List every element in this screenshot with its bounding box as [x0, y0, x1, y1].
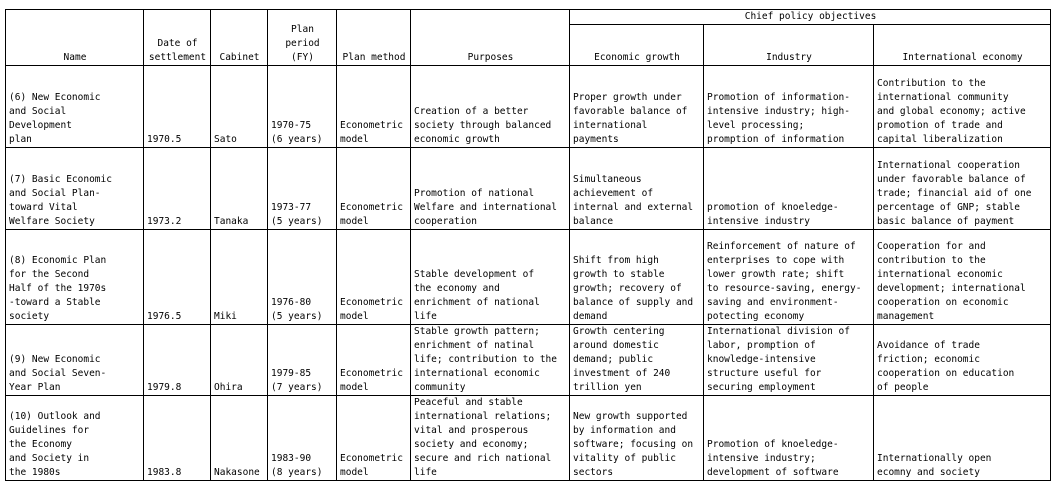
header-purposes: Purposes — [411, 10, 570, 66]
cell-method: Econometric model — [337, 66, 411, 148]
cell-industry: Reinforcement of nature of enterprises to cope with lower growth rate; shift to resource-saving, energy- saving and environment- potecting economy — [704, 230, 874, 325]
cell-date: 1983.8 — [144, 396, 211, 481]
economic-plans-table — [5, 9, 1051, 481]
cell-method: Econometric model — [337, 396, 411, 481]
cell-cabinet: Sato — [211, 66, 268, 148]
table-row — [6, 396, 1051, 481]
cell-name: (6) New Economic and Social Development plan — [6, 66, 144, 148]
cell-international-economy: Contribution to the international community and global economy; active promotion of trade and capital liberalization — [874, 66, 1051, 148]
cell-method: Econometric model — [337, 230, 411, 325]
header-date-of-settlement: Date of settlement — [144, 10, 211, 66]
cell-method: Econometric model — [337, 148, 411, 230]
cell-purposes: Peaceful and stable international relations; vital and prosperous society and economy; secure and rich national life — [411, 396, 570, 481]
cell-cabinet: Miki — [211, 230, 268, 325]
cell-period: 1976-80 (5 years) — [268, 230, 337, 325]
table-row — [6, 325, 1051, 396]
cell-name: (8) Economic Plan for the Second Half of the 1970s -toward a Stable society — [6, 230, 144, 325]
cell-purposes: Stable growth pattern; enrichment of natinal life; contribution to the international economic community — [411, 325, 570, 396]
cell-cabinet: Nakasone — [211, 396, 268, 481]
cell-industry: Promotion of information- intensive industry; high- level processing; promption of information — [704, 66, 874, 148]
header-plan-period: Plan period (FY) — [268, 10, 337, 66]
cell-economic-growth: Shift from high growth to stable growth; recovery of balance of supply and demand — [570, 230, 704, 325]
cell-period: 1983-90 (8 years) — [268, 396, 337, 481]
cell-industry: International division of labor, promption of knowledge-intensive structure useful for securing employment — [704, 325, 874, 396]
cell-international-economy: Avoidance of trade friction; economic cooperation on education of people — [874, 325, 1051, 396]
cell-period: 1970-75 (6 years) — [268, 66, 337, 148]
cell-cabinet: Tanaka — [211, 148, 268, 230]
table-row — [6, 148, 1051, 230]
cell-international-economy: Internationally open ecomny and society — [874, 396, 1051, 481]
cell-industry: Promotion of knoeledge- intensive industry; development of software — [704, 396, 874, 481]
cell-date: 1979.8 — [144, 325, 211, 396]
economic-plans-table-wrapper — [5, 9, 1051, 481]
cell-date: 1970.5 — [144, 66, 211, 148]
cell-purposes: Creation of a better society through balanced economic growth — [411, 66, 570, 148]
cell-date: 1973.2 — [144, 148, 211, 230]
header-cabinet: Cabinet — [211, 10, 268, 66]
cell-date: 1976.5 — [144, 230, 211, 325]
cell-period: 1979-85 (7 years) — [268, 325, 337, 396]
cell-purposes: Promotion of national Welfare and international cooperation — [411, 148, 570, 230]
cell-name: (10) Outlook and Guidelines for the Economy and Society in the 1980s — [6, 396, 144, 481]
cell-cabinet: Ohira — [211, 325, 268, 396]
header-international-economy: International economy — [874, 25, 1051, 66]
cell-economic-growth: Growth centering around domestic demand; public investment of 240 trillion yen — [570, 325, 704, 396]
cell-industry: promotion of knoeledge- intensive industry — [704, 148, 874, 230]
header-industry: Industry — [704, 25, 874, 66]
header-economic-growth: Economic growth — [570, 25, 704, 66]
table-row — [6, 230, 1051, 325]
cell-period: 1973-77 (5 years) — [268, 148, 337, 230]
cell-economic-growth: Simultaneous achievement of internal and external balance — [570, 148, 704, 230]
header-row-group — [6, 10, 1051, 25]
cell-international-economy: Cooperation for and contribution to the international economic development; international cooperation on economic management — [874, 230, 1051, 325]
header-chief-policy-objectives: Chief policy objectives — [570, 10, 1051, 25]
cell-economic-growth: Proper growth under favorable balance of international payments — [570, 66, 704, 148]
table-row — [6, 66, 1051, 148]
header-plan-method: Plan method — [337, 10, 411, 66]
cell-economic-growth: New growth supported by information and software; focusing on vitality of public sectors — [570, 396, 704, 481]
cell-name: (9) New Economic and Social Seven- Year Plan — [6, 325, 144, 396]
cell-international-economy: International cooperation under favorable balance of trade; financial aid of one percentage of GNP; stable basic balance of payment — [874, 148, 1051, 230]
header-name: Name — [6, 10, 144, 66]
cell-name: (7) Basic Economic and Social Plan- toward Vital Welfare Society — [6, 148, 144, 230]
cell-purposes: Stable development of the economy and enrichment of national life — [411, 230, 570, 325]
cell-method: Econometric model — [337, 325, 411, 396]
